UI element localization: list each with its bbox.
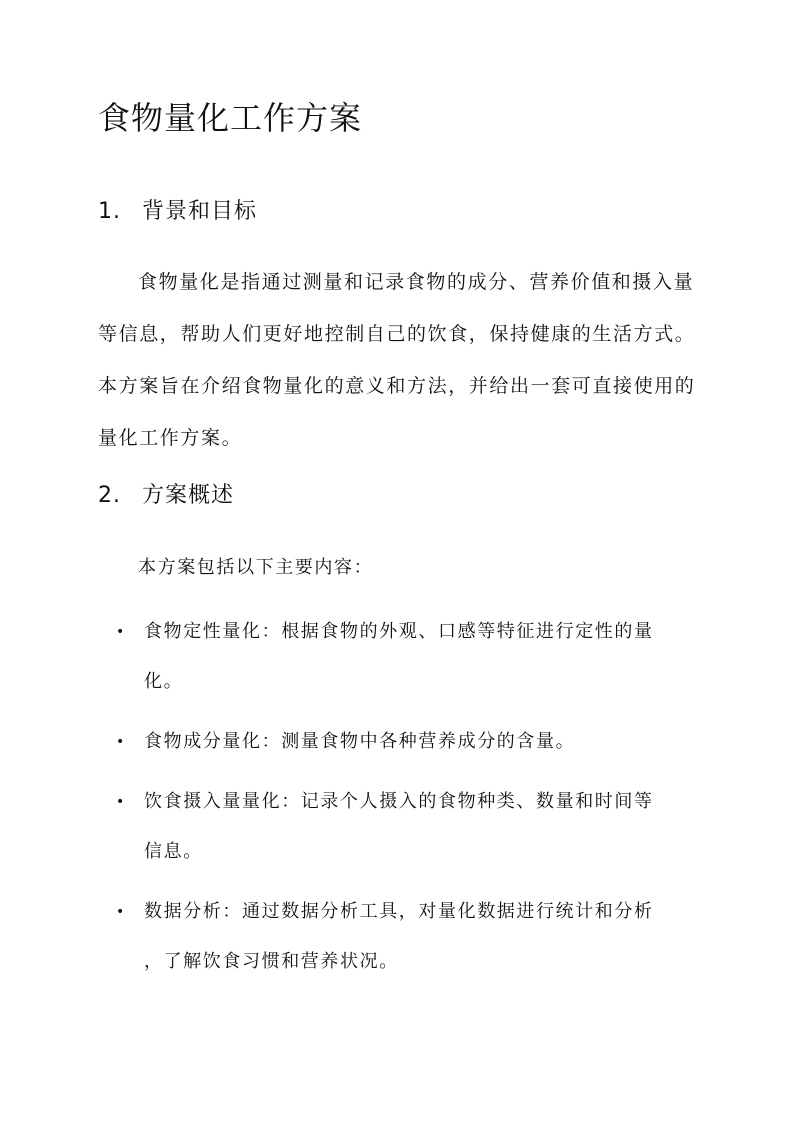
bullet-icon: • [116, 904, 125, 920]
document-title: 食物量化工作方案 [98, 99, 363, 137]
list-item-line: ，了解饮食习惯和营养状况。 [144, 951, 399, 972]
bullet-icon: • [116, 624, 125, 640]
list-item-text [144, 777, 696, 877]
section-number: 2. [98, 483, 121, 508]
section-number: 1. [98, 199, 121, 224]
list-item-line: 数据分析：通过数据分析工具，对量化数据进行统计和分析 [144, 901, 654, 922]
section-heading-background [98, 196, 257, 228]
list-item [116, 607, 696, 707]
overview-intro: 本方案包括以下主要内容： [138, 557, 374, 578]
list-item [116, 887, 696, 987]
section-title: 背景和目标 [142, 199, 258, 224]
section-heading-overview [98, 480, 234, 512]
list-item-line: 信息。 [144, 841, 203, 862]
bullet-icon: • [116, 734, 125, 750]
list-item-text [144, 607, 696, 707]
section-title: 方案概述 [142, 483, 235, 508]
paragraph-line: 食物量化是指通过测量和记录食物的成分、营养价值和摄入量 [138, 271, 695, 293]
paragraph-line: 量化工作方案。 [98, 427, 243, 449]
list-item [116, 717, 696, 767]
list-item-text [144, 717, 696, 767]
bullet-icon: • [116, 794, 125, 810]
paragraph-line: 本方案旨在介绍食物量化的意义和方法，并给出一套可直接使用的 [98, 375, 696, 397]
list-item-text [144, 887, 696, 987]
list-item [116, 777, 696, 877]
paragraph-line: 等信息，帮助人们更好地控制自己的饮食，保持健康的生活方式。 [98, 323, 696, 345]
list-item-line: 饮食摄入量量化：记录个人摄入的食物种类、数量和时间等 [144, 791, 654, 812]
background-paragraph [98, 256, 702, 464]
list-item-line: 食物成分量化：测量食物中各种营养成分的含量。 [144, 731, 576, 752]
list-item-line: 化。 [144, 671, 184, 692]
list-item-line: 食物定性量化：根据食物的外观、口感等特征进行定性的量 [144, 621, 654, 642]
